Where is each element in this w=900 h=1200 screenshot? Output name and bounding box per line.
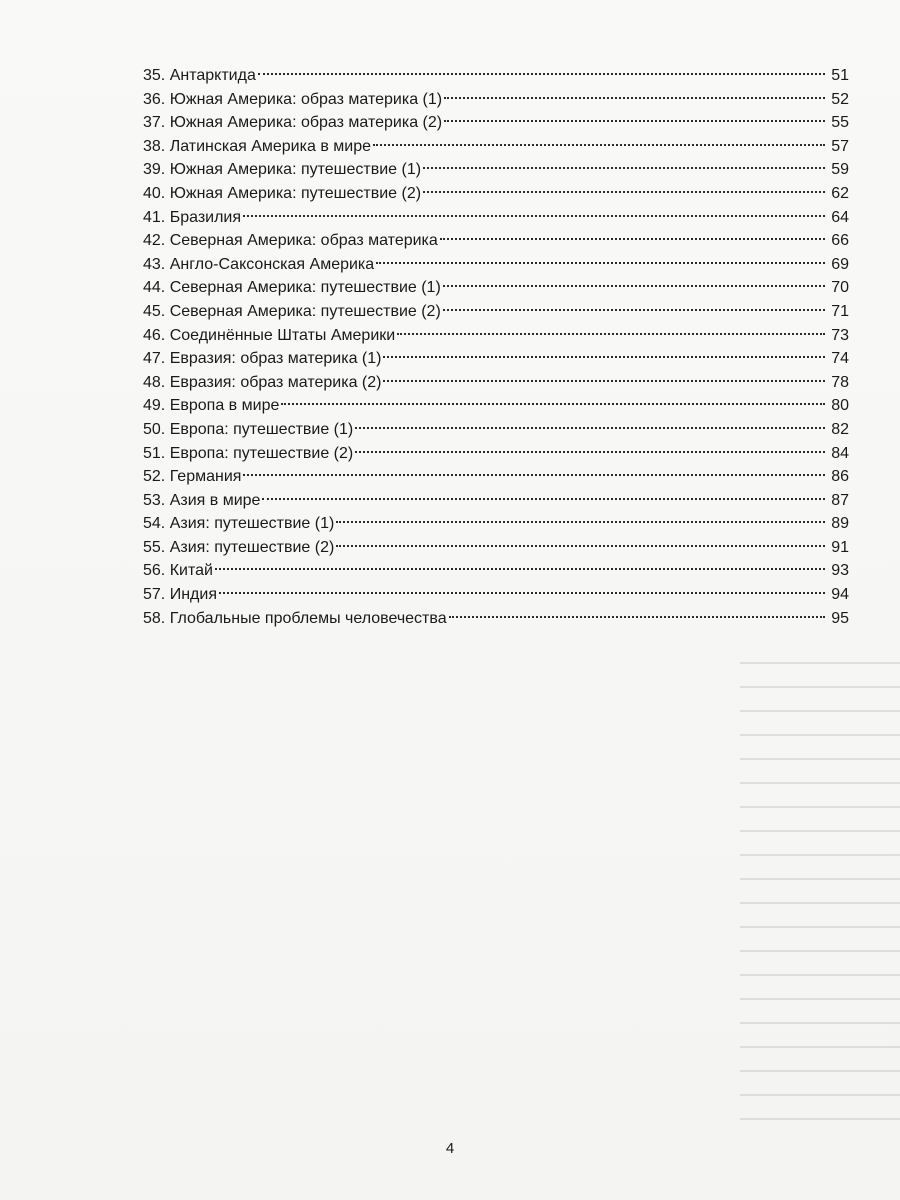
toc-dot-leader	[376, 262, 825, 264]
toc-entry-title: Латинская Америка в мире	[169, 137, 371, 155]
toc-dot-leader	[336, 521, 825, 523]
toc-entry-page: 91	[831, 538, 849, 556]
toc-dot-leader	[243, 474, 825, 476]
toc-dot-leader	[383, 380, 825, 382]
toc-dot-leader	[219, 592, 825, 594]
toc-dot-leader	[215, 568, 825, 570]
bleed-through-texture	[740, 640, 900, 1160]
toc-entry	[143, 206, 849, 230]
toc-entry-page: 64	[831, 208, 849, 226]
toc-entry-page: 84	[831, 444, 849, 462]
toc-entry-number: 37.	[143, 114, 166, 132]
toc-entry-number: 38.	[143, 137, 166, 155]
toc-dot-leader	[444, 97, 825, 99]
toc-dot-leader	[355, 451, 825, 453]
toc-entry	[143, 512, 849, 536]
toc-dot-leader	[258, 73, 825, 75]
toc-dot-leader	[355, 427, 825, 429]
toc-entry-title: Европа в мире	[169, 397, 280, 415]
toc-entry-page: 93	[831, 562, 849, 580]
toc-entry-page: 59	[831, 161, 849, 179]
toc-dot-leader	[281, 403, 825, 405]
table-of-contents	[143, 64, 849, 630]
toc-entry-title: Бразилия	[169, 208, 242, 226]
toc-entry	[143, 135, 849, 159]
toc-entry-page: 62	[831, 184, 849, 202]
toc-entry-title: Антарктида	[169, 67, 256, 84]
toc-entry-title: Европа: путешествие (2)	[169, 444, 354, 462]
toc-entry-title: Евразия: образ материка (1)	[169, 350, 382, 368]
toc-entry	[143, 394, 849, 418]
toc-entry-number: 42.	[143, 232, 166, 250]
toc-entry-title: Азия в мире	[169, 491, 261, 509]
toc-entry-title: Северная Америка: путешествие (2)	[169, 302, 441, 320]
toc-entry-page: 73	[831, 326, 849, 344]
toc-entry	[143, 489, 849, 513]
toc-entry-page: 86	[831, 468, 849, 486]
toc-entry-number: 45.	[143, 302, 166, 320]
toc-entry	[143, 111, 849, 135]
toc-dot-leader	[443, 285, 825, 287]
toc-entry-title: Европа: путешествие (1)	[169, 420, 354, 438]
toc-entry-title: Южная Америка: путешествие (2)	[169, 184, 422, 202]
toc-entry-title: Индия	[169, 586, 217, 604]
toc-entry	[143, 347, 849, 371]
toc-entry-page: 57	[831, 137, 849, 155]
toc-entry-number: 35.	[143, 67, 166, 84]
toc-entry-page: 94	[831, 586, 849, 604]
toc-entry	[143, 182, 849, 206]
toc-entry	[143, 418, 849, 442]
toc-entry-page: 87	[831, 491, 849, 509]
toc-entry-page: 55	[831, 114, 849, 132]
toc-entry-title: Англо-Саксонская Америка	[169, 255, 375, 273]
toc-dot-leader	[423, 167, 825, 169]
toc-entry-number: 57.	[143, 586, 166, 604]
toc-entry-page: 66	[831, 232, 849, 250]
toc-dot-leader	[243, 215, 825, 217]
toc-entry	[143, 442, 849, 466]
toc-entry-page: 74	[831, 350, 849, 368]
toc-entry	[143, 158, 849, 182]
toc-entry	[143, 371, 849, 395]
toc-entry-title: Азия: путешествие (2)	[169, 538, 335, 556]
toc-entry-title: Азия: путешествие (1)	[169, 515, 335, 533]
toc-entry	[143, 324, 849, 348]
toc-entry	[143, 559, 849, 583]
toc-entry	[143, 583, 849, 607]
toc-entry-title: Южная Америка: образ материка (1)	[169, 90, 443, 108]
toc-entry-number: 51.	[143, 444, 166, 462]
toc-entry-page: 89	[831, 515, 849, 533]
toc-entry-number: 44.	[143, 279, 166, 297]
toc-entry	[143, 536, 849, 560]
toc-entry-page: 82	[831, 420, 849, 438]
toc-entry-page: 95	[831, 609, 849, 627]
page-number: 4	[445, 1140, 455, 1157]
toc-dot-leader	[397, 333, 825, 335]
toc-entry-title: Северная Америка: путешествие (1)	[169, 279, 441, 297]
toc-entry-number: 55.	[143, 538, 166, 556]
toc-entry	[143, 276, 849, 300]
toc-entry-page: 70	[831, 279, 849, 297]
toc-entry-number: 49.	[143, 397, 166, 415]
toc-entry-page: 52	[831, 90, 849, 108]
toc-entry-page: 80	[831, 397, 849, 415]
toc-entry	[143, 465, 849, 489]
toc-entry-number: 40.	[143, 184, 166, 202]
toc-entry-page: 71	[831, 302, 849, 320]
toc-entry-page: 51	[831, 67, 849, 84]
toc-entry-number: 43.	[143, 255, 166, 273]
toc-entry	[143, 253, 849, 277]
toc-entry-title: Соединённые Штаты Америки	[169, 326, 396, 344]
toc-entry-number: 53.	[143, 491, 166, 509]
toc-entry-number: 54.	[143, 515, 166, 533]
toc-entry-number: 52.	[143, 468, 166, 486]
toc-entry-title: Южная Америка: образ материка (2)	[169, 114, 443, 132]
toc-entry-title: Евразия: образ материка (2)	[169, 373, 382, 391]
toc-entry-page: 69	[831, 255, 849, 273]
toc-dot-leader	[262, 498, 825, 500]
toc-entry	[143, 64, 849, 88]
toc-dot-leader	[336, 545, 825, 547]
toc-entry	[143, 607, 849, 631]
toc-entry	[143, 229, 849, 253]
toc-entry-page: 78	[831, 373, 849, 391]
toc-entry-number: 47.	[143, 350, 166, 368]
toc-entry-title: Северная Америка: образ материка	[169, 232, 438, 250]
toc-entry	[143, 88, 849, 112]
toc-entry-title: Германия	[169, 468, 242, 486]
toc-entry-number: 56.	[143, 562, 166, 580]
toc-dot-leader	[444, 120, 825, 122]
toc-dot-leader	[423, 191, 825, 193]
toc-dot-leader	[443, 309, 825, 311]
toc-entry-number: 48.	[143, 373, 166, 391]
toc-dot-leader	[383, 356, 825, 358]
toc-entry-title: Глобальные проблемы человечества	[169, 609, 447, 627]
toc-dot-leader	[449, 616, 825, 618]
toc-entry-number: 58.	[143, 609, 166, 627]
toc-entry-number: 46.	[143, 326, 166, 344]
toc-dot-leader	[373, 144, 825, 146]
toc-entry-number: 39.	[143, 161, 166, 179]
toc-entry-number: 50.	[143, 420, 166, 438]
toc-entry	[143, 300, 849, 324]
toc-entry-number: 41.	[143, 208, 166, 226]
toc-entry-title: Южная Америка: путешествие (1)	[169, 161, 422, 179]
toc-entry-number: 36.	[143, 90, 166, 108]
toc-dot-leader	[440, 238, 825, 240]
toc-entry-title: Китай	[169, 562, 213, 580]
